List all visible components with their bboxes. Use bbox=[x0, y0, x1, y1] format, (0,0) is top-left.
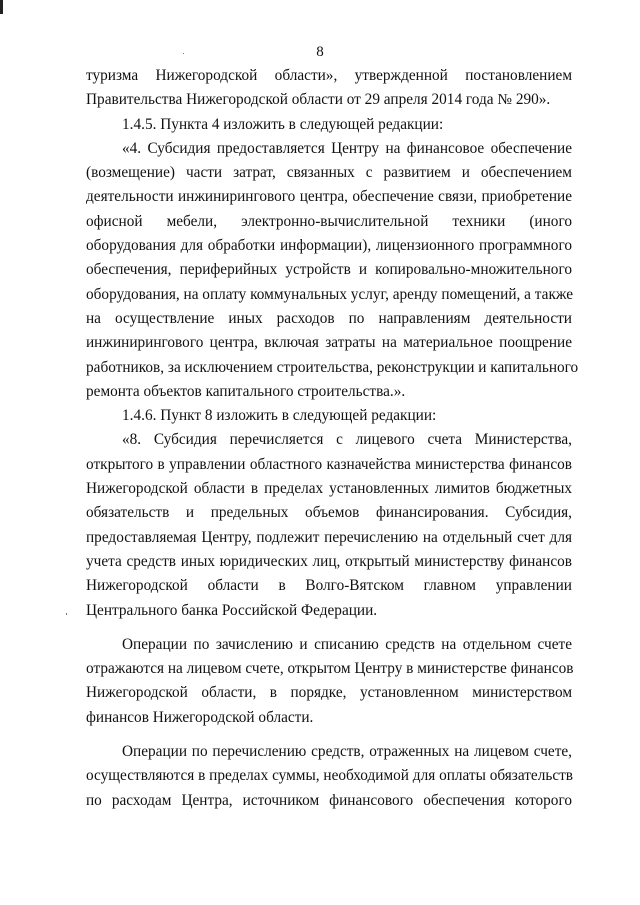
text-line: обеспечения, периферийных устройств и копировально-множительного bbox=[86, 261, 572, 279]
text-line: обязательств и предельных объемов финансирования. Субсидия, bbox=[86, 504, 572, 522]
text-line: по расходам Центра, источником финансового обеспечения которого bbox=[86, 791, 572, 809]
text-line: работников, за исключением строительства, реконструкции и капитального bbox=[86, 358, 579, 376]
text-line: осуществляются в пределах суммы, необходимой для оплаты обязательств bbox=[86, 767, 574, 785]
paragraph bbox=[86, 404, 572, 428]
paragraph bbox=[86, 428, 572, 622]
text-line: учета средств иных юридических лиц, открытый министерству финансов bbox=[86, 552, 572, 570]
text-line: оборудования для обработки информации), лицензионного программного bbox=[86, 237, 572, 255]
text-line: предоставляемая Центру, подлежит перечислению на отдельный счет для bbox=[86, 528, 572, 546]
paragraph bbox=[86, 64, 572, 113]
text-line: ремонта объектов капитального строительства.». bbox=[86, 382, 406, 400]
document-body bbox=[86, 64, 579, 813]
text-line: Нижегородской области в Волго-Вятском главном управлении bbox=[86, 577, 572, 595]
text-line: Операции по перечислению средств, отраженных на лицевом счете, bbox=[122, 743, 572, 761]
text-line: (возмещение) части затрат, связанных с развитием и обеспечением bbox=[86, 164, 572, 182]
text-line: на осуществление иных расходов по направлениям деятельности bbox=[86, 309, 572, 327]
paragraph bbox=[86, 137, 579, 404]
scan-artifact-mark bbox=[0, 0, 3, 14]
text-line: деятельности инжинирингового центра, обеспечение связи, приобретение bbox=[86, 188, 572, 206]
text-line: Нижегородской области в пределах установленных лимитов бюджетных bbox=[86, 480, 572, 498]
text-line: Правительства Нижегородской области от 29 апреля 2014 года № 290». bbox=[86, 91, 551, 109]
scan-artifact-dot bbox=[66, 613, 67, 615]
text-line: «8. Субсидия перечисляется с лицевого счета Министерства, bbox=[122, 431, 572, 449]
text-line: офисной мебели, электронно-вычислительной техники (иного bbox=[86, 212, 572, 230]
paragraph bbox=[86, 113, 572, 137]
text-line: финансов Нижегородской области. bbox=[86, 708, 314, 726]
text-line: открытого в управлении областного казначейства министерства финансов bbox=[86, 455, 572, 473]
page-number: 8 bbox=[316, 44, 324, 60]
text-line: 1.4.6. Пункт 8 изложить в следующей редакции: bbox=[122, 407, 437, 425]
text-line: Нижегородской области, в порядке, установленном министерством bbox=[86, 684, 572, 702]
text-line: туризма Нижегородской области», утвержденной постановлением bbox=[86, 67, 572, 84]
text-line: 1.4.5. Пункта 4 изложить в следующей редакции: bbox=[122, 115, 444, 133]
text-line: оборудования, на оплату коммунальных услуг, аренду помещений, а также bbox=[86, 285, 574, 303]
text-line: отражаются на лицевом счете, открытом Центру в министерстве финансов bbox=[86, 660, 574, 678]
text-line: «4. Субсидия предоставляется Центру на финансовое обеспечение bbox=[122, 139, 572, 157]
text-line: Операции по зачислению и списанию средств на отдельном счете bbox=[122, 635, 572, 653]
text-line: Центрального банка Российской Федерации. bbox=[86, 601, 378, 619]
text-line: инжинирингового центра, включая затраты на материальное поощрение bbox=[86, 334, 572, 352]
paragraph bbox=[86, 740, 572, 813]
paragraph bbox=[86, 633, 572, 730]
